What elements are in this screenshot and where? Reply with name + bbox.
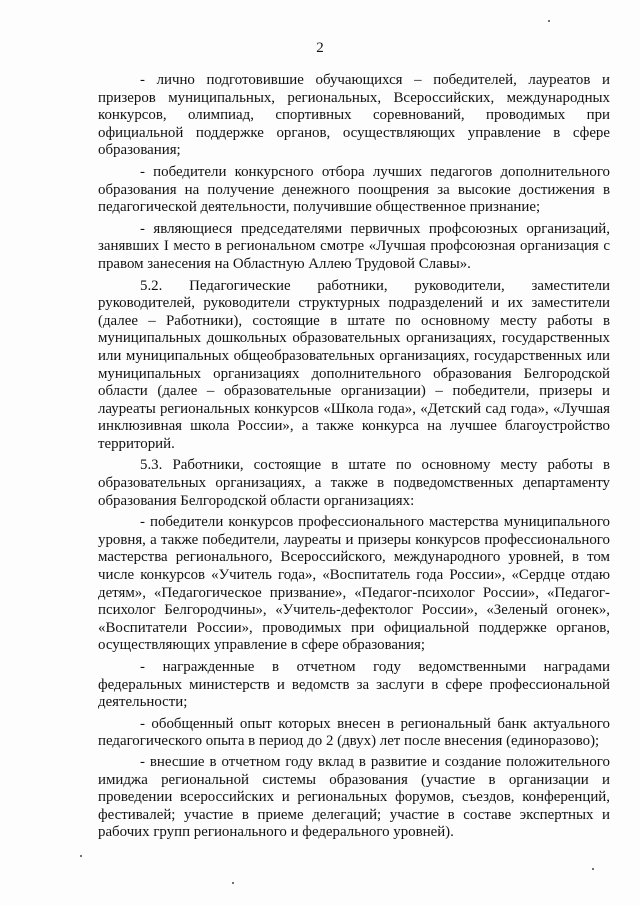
scan-speck <box>592 868 594 870</box>
paragraph-3: - являющиеся председателями первичных профсоюзных организаций, занявших I место в региональном смотре «Лучшая профсоюзная организация с правом занесения на Областную Аллею Трудовой Славы». <box>98 220 610 272</box>
paragraph-list-1: - победители конкурсов профессионального мастерства муниципального уровня, а также победители, лауреаты и призеры конкурсов профессионального мастерства регионального, Всероссийского, международного уровней, в том числе конкурсов «Учитель года», «Воспитатель года России», «Сердце отдаю детям», «Педагогическое призвание», «Педагог-психолог России», «Педагог-психолог Белгородчины», «Учитель-дефектолог России», «Зеленый огонек», «Воспитатели России», проводимых при официальной поддержке органов, осуществляющих управление в сфере образования; <box>98 514 610 654</box>
paragraph-list-3: - обобщенный опыт которых внесен в региональный банк актуального педагогического опыта в период до 2 (двух) лет после внесения (единоразово); <box>98 715 610 750</box>
paragraph-list-4: - внесшие в отчетном году вклад в развитие и создание положительного имиджа региональной системы образования (участие в организации и проведении всероссийских и региональных форумов, съездов, конференций, фестивалей; участие в приеме делегаций; участие в составе экспертных и рабочих групп регионального и федерального уровней). <box>98 753 610 841</box>
document-body <box>98 72 610 846</box>
scan-speck <box>548 20 550 22</box>
paragraph-1: - лично подготовившие обучающихся – победителей, лауреатов и призеров муниципальных, региональных, Всероссийских, международных конкурсов, олимпиад, спортивных соревнований, проводимых при официальной поддержке органов, осуществляющих управление в сфере образования; <box>98 72 610 159</box>
paragraph-5-3: 5.3. Работники, состоящие в штате по основному месту работы в образовательных организациях, а также в подведомственных департаменту образования Белгородской области организациях: <box>98 457 610 509</box>
paragraph-2: - победители конкурсного отбора лучших педагогов дополнительного образования на получение денежного поощрения за высокие достижения в педагогической деятельности, получившие общественное признание; <box>98 163 610 216</box>
page-number: 2 <box>316 40 324 56</box>
scan-speck <box>80 855 82 857</box>
scan-speck <box>232 882 234 884</box>
paragraph-5-2: 5.2. Педагогические работники, руководители, заместители руководителей, руководители структурных подразделений и их заместители (далее – Работники), состоящие в штате по основному месту работы в муниципальных дошкольных образовательных организациях, государственных или муниципальных общеобразовательных организациях, государственных или муниципальных организациях дополнительного образования Белгородской области (далее – образовательные организации) – победители, призеры и лауреаты региональных конкурсов «Школа года», «Детский сад года», «Лучшая инклюзивная школа России», а также конкурса на лучшее благоустройство территорий. <box>98 277 610 452</box>
paragraph-list-2: - награжденные в отчетном году ведомственными наградами федеральных министерств и ведомств за заслуги в сфере профессиональной деятельности; <box>98 659 610 711</box>
